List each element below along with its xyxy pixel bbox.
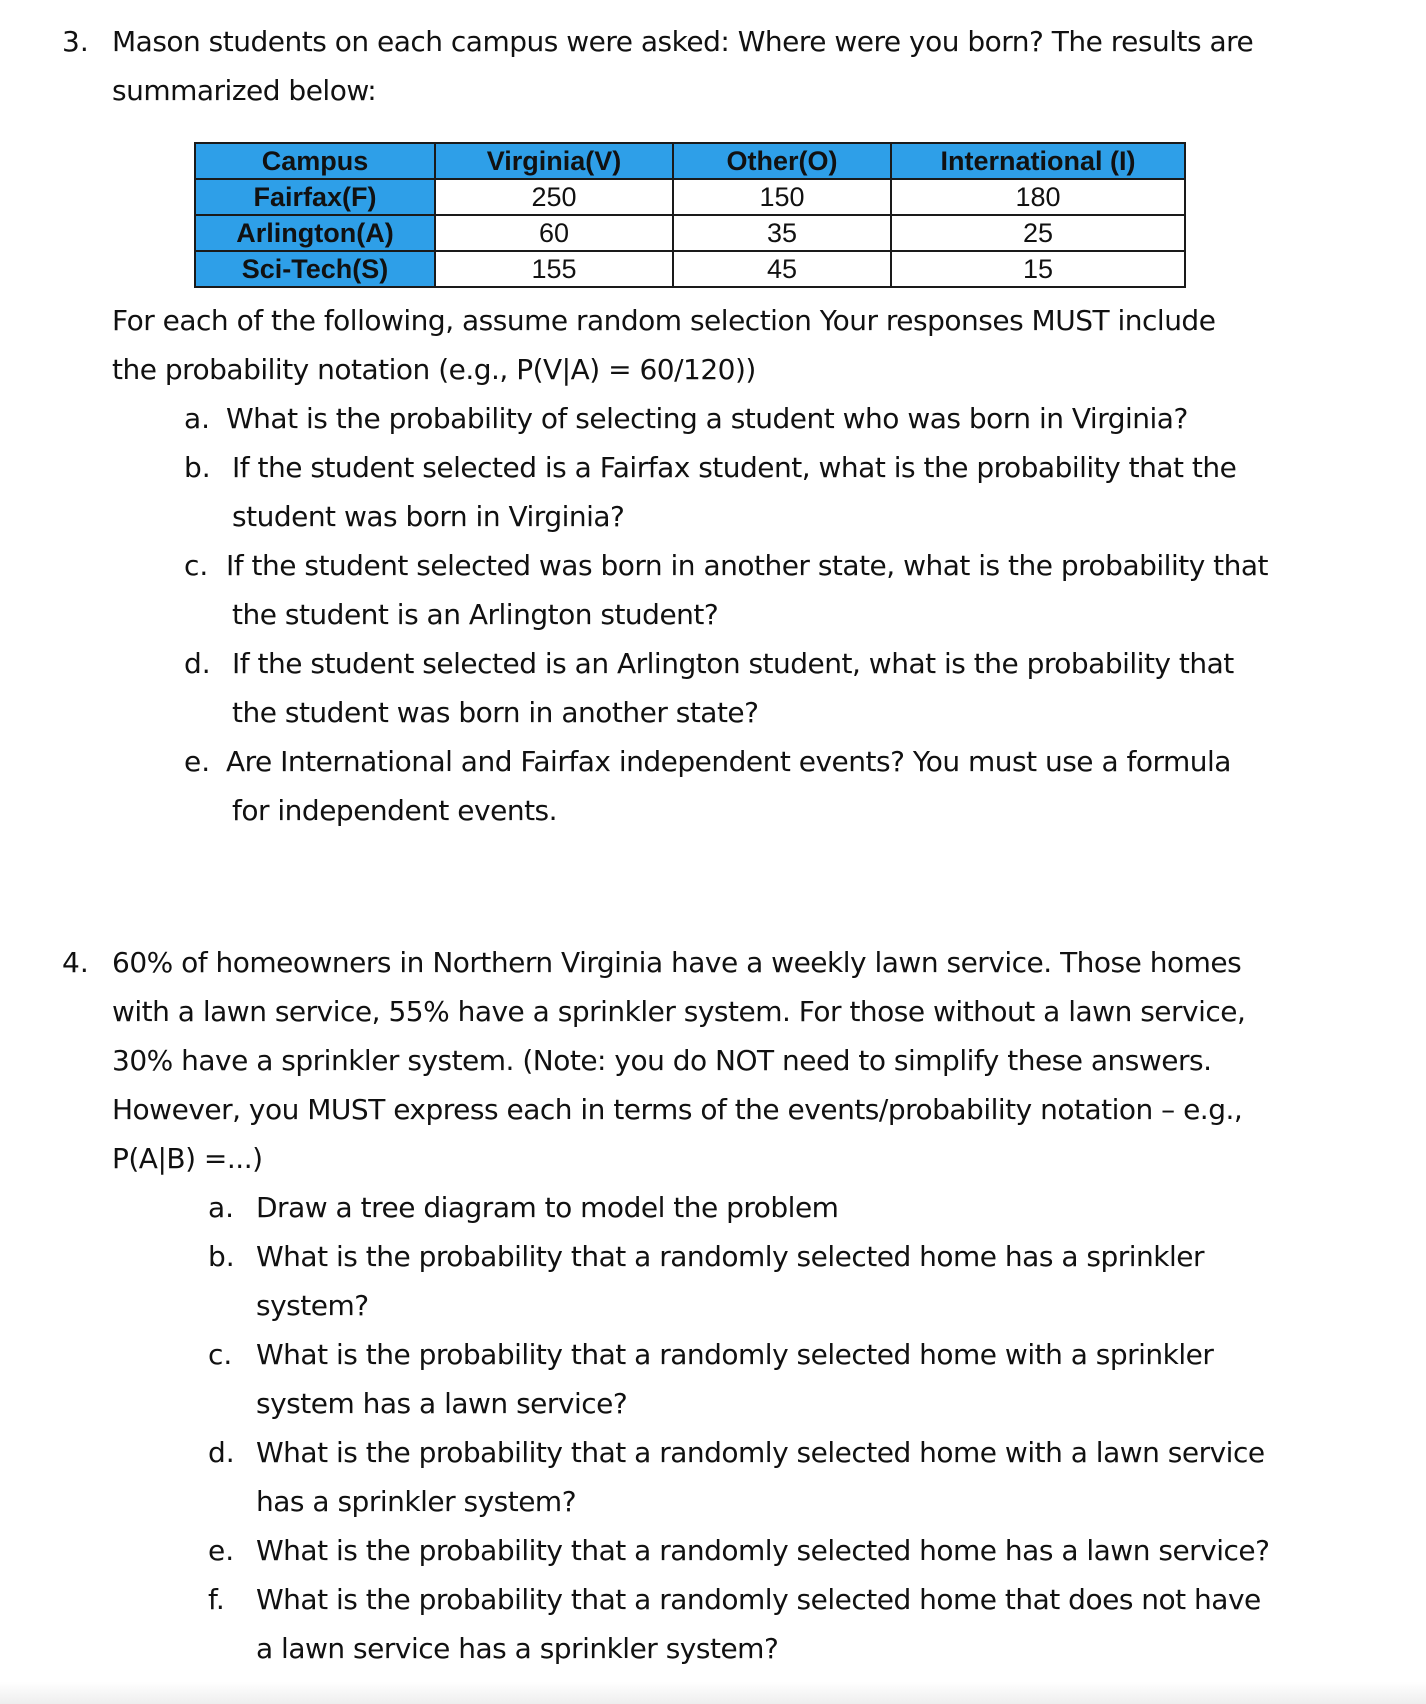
q4-item-f-line-1: What is the probability that a randomly selected home that does not have	[256, 1583, 1261, 1616]
q4-item-c-line-1: What is the probability that a randomly selected home with a sprinkler	[256, 1338, 1214, 1371]
table-cell: 180	[891, 179, 1185, 215]
row-header-campus: Fairfax(F)	[195, 179, 435, 215]
page-bottom-edge	[0, 1682, 1426, 1704]
column-header-campus: Campus	[195, 143, 435, 179]
table-cell: 15	[891, 251, 1185, 287]
question-4-intro-line-3: 30% have a sprinkler system. (Note: you do NOT need to simplify these answers.	[112, 1044, 1212, 1077]
q4-item-b-line-2: system?	[256, 1289, 369, 1322]
q3-item-e-line-1: Are International and Fairfax independent events? You must use a formula	[226, 745, 1231, 778]
q3-item-d-line-1: If the student selected is an Arlington student, what is the probability that	[232, 647, 1234, 680]
q3-item-b-line-2: student was born in Virginia?	[232, 500, 625, 533]
q4-item-d-label: d.	[208, 1436, 235, 1469]
question-3-intro-line-1: Mason students on each campus were asked: Where were you born? The results are	[112, 25, 1254, 58]
table-row	[195, 251, 1185, 287]
table-row	[195, 215, 1185, 251]
question-4-intro-line-1: 60% of homeowners in Northern Virginia have a weekly lawn service. Those homes	[112, 946, 1242, 979]
table-cell: 25	[891, 215, 1185, 251]
table-cell: 155	[435, 251, 673, 287]
q3-item-a-label: a.	[184, 402, 211, 435]
q4-item-a-label: a.	[208, 1191, 235, 1224]
q4-item-e-label: e.	[208, 1534, 235, 1567]
q3-item-e-line-2: for independent events.	[232, 794, 558, 827]
table-cell: 45	[673, 251, 891, 287]
q3-item-c-line-1: If the student selected was born in another state, what is the probability that	[226, 549, 1269, 582]
table-cell: 150	[673, 179, 891, 215]
question-3-instructions-line-2: the probability notation (e.g., P(V|A) = 60/120))	[112, 353, 756, 386]
row-header-campus: Sci-Tech(S)	[195, 251, 435, 287]
column-header-international: International (I)	[891, 143, 1185, 179]
q3-item-a-line-1: What is the probability of selecting a student who was born in Virginia?	[226, 402, 1188, 435]
q3-item-c-line-2: the student is an Arlington student?	[232, 598, 719, 631]
q3-item-d-label: d.	[184, 647, 211, 680]
question-4-number: 4.	[62, 946, 89, 979]
column-header-virginia: Virginia(V)	[435, 143, 673, 179]
q4-item-e-line-1: What is the probability that a randomly selected home has a lawn service?	[256, 1534, 1270, 1567]
table-cell: 60	[435, 215, 673, 251]
table-cell: 250	[435, 179, 673, 215]
row-header-campus: Arlington(A)	[195, 215, 435, 251]
q3-item-b-line-1: If the student selected is a Fairfax student, what is the probability that the	[232, 451, 1237, 484]
question-3-number: 3.	[62, 25, 89, 58]
question-3-intro-line-2: summarized below:	[112, 74, 377, 107]
q4-item-f-line-2: a lawn service has a sprinkler system?	[256, 1632, 779, 1665]
q3-item-e-label: e.	[184, 745, 211, 778]
q3-item-d-line-2: the student was born in another state?	[232, 696, 759, 729]
q4-item-c-label: c.	[208, 1338, 233, 1371]
column-header-other: Other(O)	[673, 143, 891, 179]
birthplace-table	[194, 142, 1186, 288]
q4-item-d-line-1: What is the probability that a randomly selected home with a lawn service	[256, 1436, 1265, 1469]
q4-item-b-label: b.	[208, 1240, 235, 1273]
table-cell: 35	[673, 215, 891, 251]
question-3-instructions-line-1: For each of the following, assume random selection Your responses MUST include	[112, 304, 1216, 337]
q4-item-d-line-2: has a sprinkler system?	[256, 1485, 577, 1518]
question-4-intro-line-5: P(A|B) =...)	[112, 1142, 263, 1175]
question-4-intro-line-4: However, you MUST express each in terms of the events/probability notation – e.g.,	[112, 1093, 1243, 1126]
q3-item-c-label: c.	[184, 549, 209, 582]
q4-item-c-line-2: system has a lawn service?	[256, 1387, 628, 1420]
q4-item-a-line-1: Draw a tree diagram to model the problem	[256, 1191, 839, 1224]
table-row	[195, 179, 1185, 215]
table-header-row	[195, 143, 1185, 179]
q4-item-b-line-1: What is the probability that a randomly selected home has a sprinkler	[256, 1240, 1205, 1273]
q4-item-f-label: f.	[208, 1583, 225, 1616]
q3-item-b-label: b.	[184, 451, 211, 484]
question-4-intro-line-2: with a lawn service, 55% have a sprinkler system. For those without a lawn service,	[112, 995, 1246, 1028]
